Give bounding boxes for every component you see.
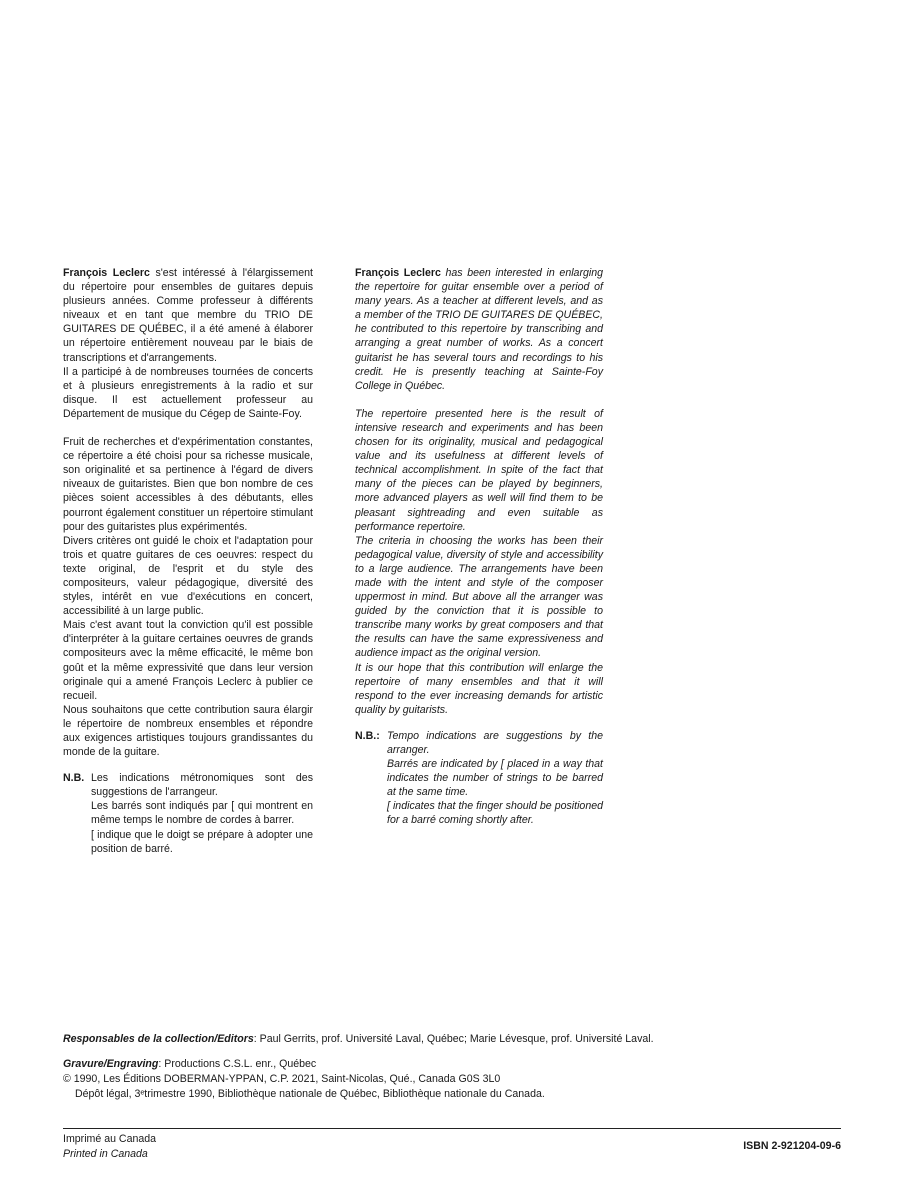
editors-line: [63, 1032, 843, 1047]
fr-nota-bene: [63, 771, 313, 856]
fr-intro-paragraph: [63, 266, 313, 365]
en-intro-paragraph: [355, 266, 603, 393]
en-nb-item-2: Barrés are indicated by [ placed in a way that indicates the number of strings to be barred at the same time.: [387, 758, 603, 799]
publication-credits: [63, 1032, 843, 1102]
legal-deposit-line: Dépôt légal, 3ᵉtrimestre 1990, Bibliothèque nationale de Québec, Bibliothèque nationale du Canada.: [75, 1088, 545, 1100]
fr-paragraph-2: Il a participé à de nombreuses tournées de concerts et à plusieurs enregistrements à la radio et sur disque. Il est actuellement professeur au Département de musique du Cégep de Sainte-Foy.: [63, 365, 313, 420]
en-nb-item-1: Tempo indications are suggestions by the arranger.: [387, 729, 603, 756]
editors-label: Responsables de la collection/Editors: [63, 1033, 254, 1045]
en-author-name: François Leclerc: [355, 267, 441, 279]
engraving-line: [63, 1057, 843, 1072]
en-paragraph-2: The repertoire presented here is the result of intensive research and experiments and has been chosen for its originality, musical and pedagogical value and its usefulness at different levels of technical accomplishment. In spite of the fact that many of the pieces can be played by beginners, more advanced players as well will find them to be pleasant sightreading and even suitable as performance repertoire.: [355, 407, 603, 533]
editors-text: : Paul Gerrits, prof. Université Laval, Québec; Marie Lévesque, prof. Université Laval.: [253, 1033, 654, 1045]
fr-paragraph-6: Nous souhaitons que cette contribution saura élargir le répertoire de nombreux ensembles et répondre aux exigences artistiques toujours grandissantes du monde de la guitare.: [63, 703, 313, 759]
engraving-label: Gravure/Engraving: [63, 1058, 159, 1070]
fr-intro-text: s'est intéressé à l'élargissement du répertoire pour ensembles de guitares depuis plusieurs années. Comme professeur à différents niveaux et en tant que membre du TRIO DE GUITARES DE QUÉBEC, il a été amené à élaborer un répertoire entièrement nouveau par le biais de transcriptions et d'arrangements.: [63, 267, 313, 364]
printed-en: Printed in Canada: [63, 1148, 148, 1160]
en-nota-bene: [355, 729, 603, 828]
fr-author-name: François Leclerc: [63, 267, 150, 279]
en-nb-label: N.B.:: [355, 729, 380, 742]
fr-nb-item-1: Les indications métronomiques sont des suggestions de l'arrangeur.: [91, 772, 313, 799]
english-column: [355, 266, 603, 828]
footer-divider: [63, 1128, 841, 1129]
fr-paragraph-4: Divers critères ont guidé le choix et l'adaptation pour trois et quatre guitares de ces oeuvres: respect du texte original, de l'esprit et du style des compositeurs, valeur pédagogique, diversité des styles, intérêt en vue d'exécutions en concert, accessibilité à un large public.: [63, 534, 313, 618]
en-paragraph-4: It is our hope that this contribution will enlarge the repertoire of many ensembles and that it will respond to the ever increasing demands for artistic quality by guitarists.: [355, 661, 603, 716]
en-intro-text: has been interested in enlarging the repertoire for guitar ensemble over a period of many years. As a teacher at different levels, and as a member of the TRIO DE GUITARES DE QUÉBEC, he contributed to this repertoire by transcribing and arranging a great number of works. As a concert guitarist he has several tours and recordings to his credit. He is presently teaching at Sainte-Foy College in Québec.: [355, 267, 604, 392]
isbn: ISBN 2-921204-09-6: [743, 1140, 841, 1152]
fr-nb-item-2: Les barrés sont indiqués par [ qui montrent en même temps le nombre de cordes à barrer.: [91, 800, 313, 827]
fr-nb-label: N.B.: [63, 772, 85, 785]
printed-in: [63, 1132, 156, 1162]
engraving-text: : Productions C.S.L. enr., Québec: [158, 1058, 317, 1070]
fr-nb-item-3: [ indique que le doigt se prépare à adopter une position de barré.: [91, 828, 313, 855]
en-paragraph-3: The criteria in choosing the works has been their pedagogical value, diversity of style and accessibility to a large audience. The arrangements have been made with the intent and style of the composer uppermost in mind. But above all the arranger was guided by the conviction that it is possible to transcribe many works by great composers and that the results can have the same expressiveness and audience impact as the original version.: [355, 534, 603, 660]
en-nb-item-3: [ indicates that the finger should be positioned for a barré coming shortly after.: [387, 800, 603, 827]
printed-fr: Imprimé au Canada: [63, 1133, 157, 1145]
copyright-line: © 1990, Les Éditions DOBERMAN-YPPAN, C.P. 2021, Saint-Nicolas, Qué., Canada G0S 3L0: [63, 1073, 501, 1085]
fr-paragraph-3: Fruit de recherches et d'expérimentation constantes, ce répertoire a été choisi pour sa richesse musicale, son originalité et sa pertinence à l'égard de divers niveaux de guitaristes. Bien que bon nombre de ces pièces soient accessibles à des débutants, elles pourront également constituer un répertoire stimulant pour des guitaristes plus expérimentés.: [63, 436, 313, 533]
french-column: [63, 266, 313, 856]
fr-paragraph-5: Mais c'est avant tout la conviction qu'il est possible d'interpréter à la guitare certaines oeuvres de grands compositeurs avec la même efficacité, le même bon goût et la même expressivité que dans leur version originale qui a amené François Leclerc à publier ce recueil.: [63, 619, 313, 702]
